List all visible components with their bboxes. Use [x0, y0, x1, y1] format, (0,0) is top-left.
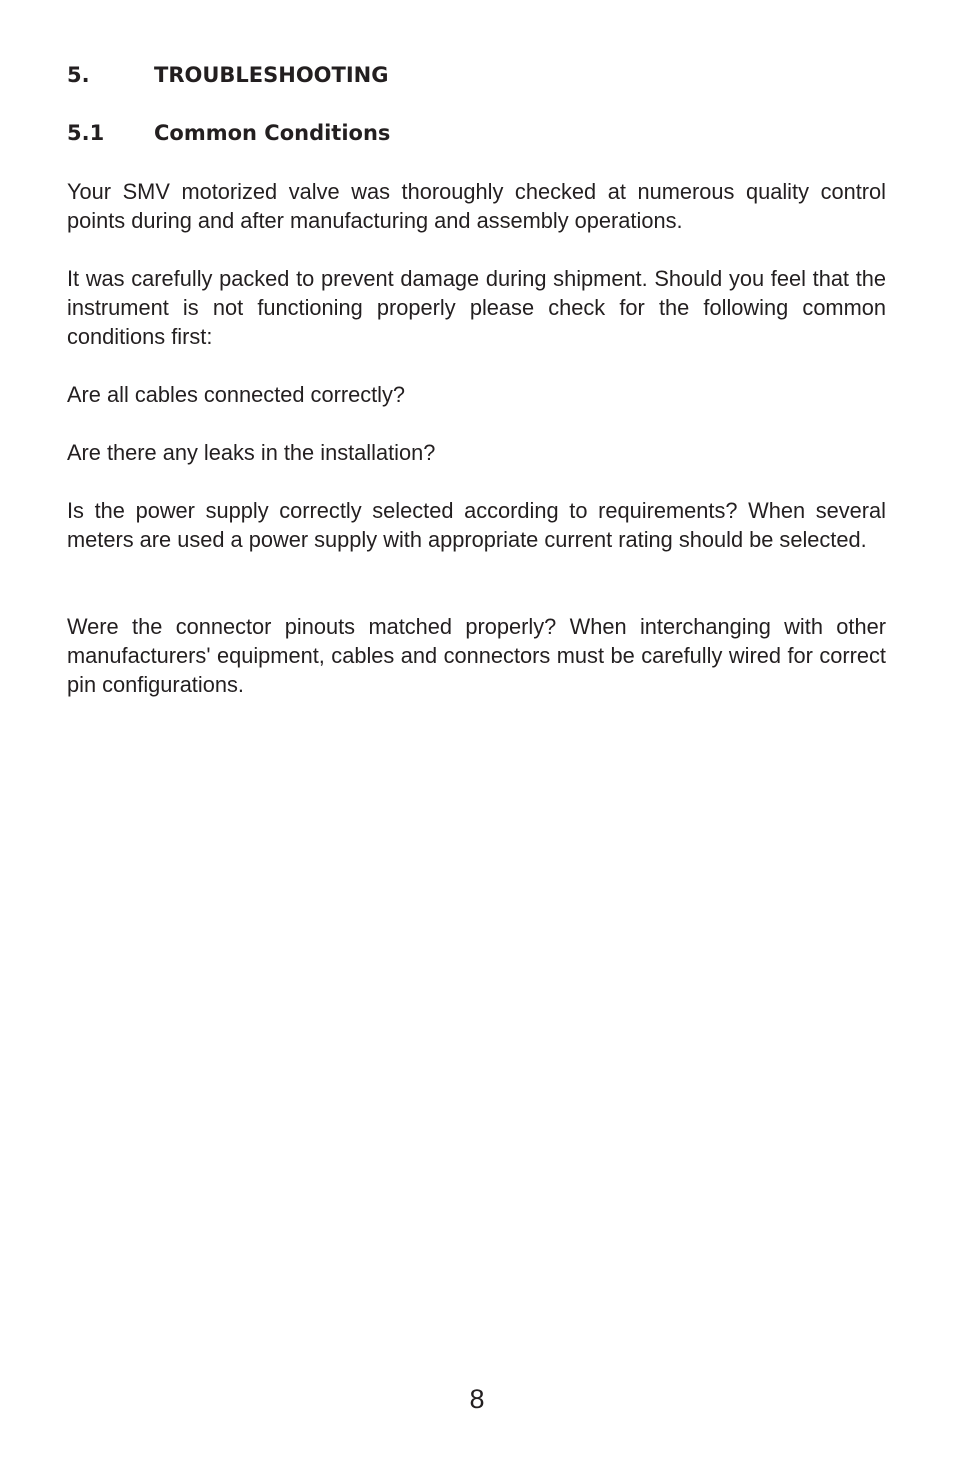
page-number: 8	[469, 1384, 485, 1414]
leaks-question: Are there any leaks in the installation?	[67, 440, 436, 465]
intro-paragraph: Your SMV motorized valve was thoroughly checked at numerous quality control points during and after manufacturing and assembly operations.	[67, 179, 886, 233]
subsection-number: 5.1	[67, 121, 105, 145]
section-number: 5.	[67, 63, 90, 87]
subsection-heading	[67, 120, 390, 146]
subsection-title: Common Conditions	[154, 121, 391, 145]
section-title: TROUBLESHOOTING	[154, 63, 389, 87]
section-heading	[67, 62, 389, 88]
document-page	[67, 0, 886, 1475]
packing-paragraph: It was carefully packed to prevent damage during shipment. Should you feel that the instrument is not functioning properly please check for the following common conditions first:	[67, 266, 886, 349]
power-supply-paragraph: Is the power supply correctly selected according to requirements? When several meters are used a power supply with appropriate current rating should be selected.	[67, 498, 886, 552]
pinouts-paragraph: Were the connector pinouts matched properly? When interchanging with other manufacturers' equipment, cables and connectors must be carefully wired for correct pin configurations.	[67, 614, 886, 697]
cables-question: Are all cables connected correctly?	[67, 382, 406, 407]
